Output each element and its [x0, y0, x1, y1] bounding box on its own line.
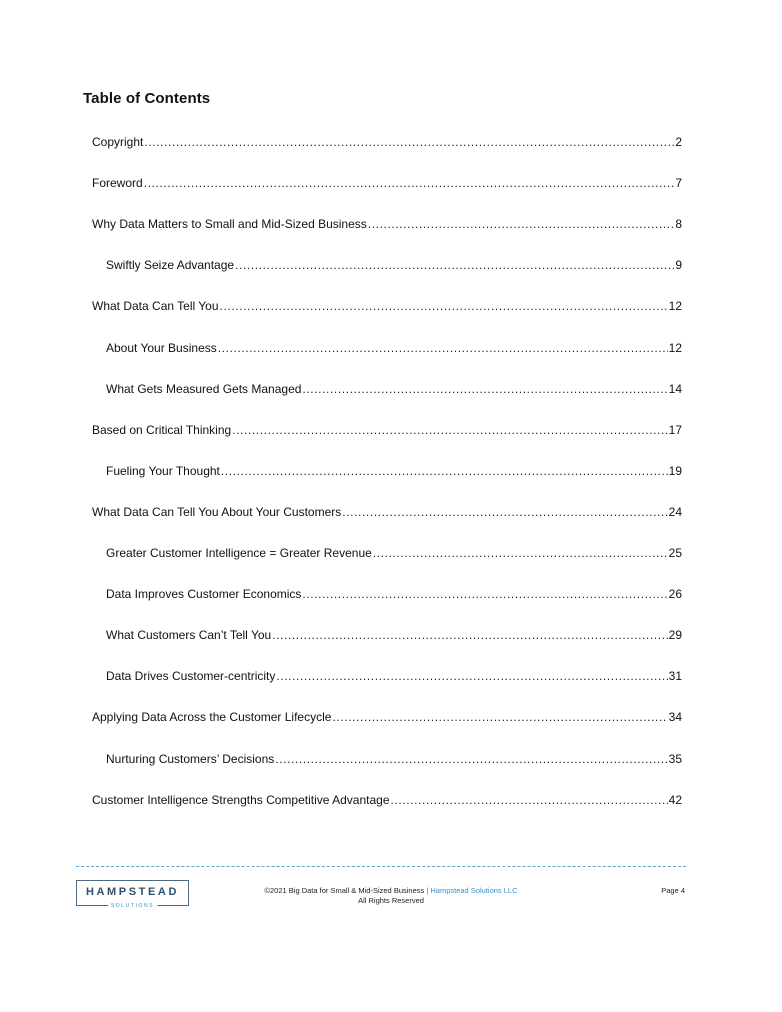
- toc-entry-title: What Data Can Tell You About Your Customers: [92, 504, 342, 519]
- footer-divider: [76, 866, 686, 867]
- toc-entry-page: 31: [668, 669, 682, 684]
- toc-dot-leader: [218, 340, 668, 356]
- toc-entry-page: 14: [668, 381, 682, 396]
- toc-dot-leader: [276, 668, 667, 684]
- toc-entry-page: 19: [668, 463, 682, 478]
- toc-entry-title: Data Improves Customer Economics: [106, 587, 302, 602]
- toc-entry[interactable]: [106, 257, 682, 273]
- toc-entry-title: Swiftly Seize Advantage: [106, 258, 235, 273]
- toc-entry[interactable]: [92, 134, 682, 150]
- toc-entry-page: 24: [668, 504, 682, 519]
- toc-dot-leader: [373, 545, 668, 561]
- toc-dot-leader: [144, 134, 674, 150]
- toc-entry-title: Why Data Matters to Small and Mid-Sized Business: [92, 217, 367, 232]
- toc-entry-title: Customer Intelligence Strengths Competitive Advantage: [92, 792, 390, 807]
- footer-copyright-block: [200, 886, 582, 906]
- toc-entry[interactable]: [92, 422, 682, 438]
- toc-entry[interactable]: [92, 792, 682, 808]
- toc-entry-title: About Your Business: [106, 340, 217, 355]
- toc-dot-leader: [342, 504, 667, 520]
- toc-dot-leader: [235, 257, 674, 273]
- toc-entry-title: Fueling Your Thought: [106, 463, 220, 478]
- footer-company: Hampstead Solutions LLC: [430, 886, 518, 895]
- toc-dot-leader: [220, 298, 668, 314]
- toc-entry[interactable]: [106, 586, 682, 602]
- toc-entry[interactable]: [92, 216, 682, 232]
- toc-entry[interactable]: [106, 381, 682, 397]
- toc-entry[interactable]: [106, 340, 682, 356]
- page-number: Page 4: [661, 886, 685, 895]
- toc-entry-title: What Customers Can’t Tell You: [106, 628, 272, 643]
- footer-rights: All Rights Reserved: [358, 896, 424, 905]
- toc-entry-page: 29: [668, 628, 682, 643]
- toc-entry-title: Foreword: [92, 176, 143, 191]
- logo-subtext: SOLUTIONS: [108, 902, 157, 910]
- toc-dot-leader: [272, 627, 667, 643]
- toc-entry[interactable]: [92, 175, 682, 191]
- toc-entry[interactable]: [106, 668, 682, 684]
- toc-dot-leader: [232, 422, 667, 438]
- toc-dot-leader: [275, 751, 667, 767]
- toc-dot-leader: [302, 586, 667, 602]
- toc-entry-title: Applying Data Across the Customer Lifecycle: [92, 710, 332, 725]
- toc-entry-title: Copyright: [92, 135, 144, 149]
- company-logo: [76, 880, 189, 909]
- footer-copyright-line: [200, 886, 582, 896]
- toc-entry-title: Data Drives Customer-centricity: [106, 669, 276, 684]
- footer-copyright: ©2021 Big Data for Small & Mid-Sized Business: [264, 886, 425, 895]
- toc-entry[interactable]: [106, 463, 682, 479]
- toc-dot-leader: [302, 381, 667, 397]
- toc-entry-page: 2: [675, 135, 682, 149]
- footer-separator: |: [424, 886, 431, 895]
- toc-entry[interactable]: [92, 709, 682, 725]
- toc-dot-leader: [144, 175, 675, 191]
- toc-entry[interactable]: [106, 627, 682, 643]
- toc-entry-page: 25: [668, 546, 682, 560]
- toc-dot-leader: [221, 463, 668, 479]
- toc-entry-title: What Data Can Tell You: [92, 299, 219, 314]
- toc-entry[interactable]: [106, 545, 682, 561]
- toc-entry-page: 12: [668, 340, 682, 355]
- toc-entry[interactable]: [92, 298, 682, 314]
- toc-entry-title: Nurturing Customers’ Decisions: [106, 751, 275, 766]
- toc-dot-leader: [391, 792, 668, 808]
- toc-entry-page: 34: [668, 710, 682, 725]
- toc-entry-page: 7: [675, 176, 682, 191]
- logo-wordmark: HAMPSTEAD: [85, 886, 180, 898]
- toc-entry-page: 26: [668, 587, 682, 602]
- toc-entry-page: 17: [668, 422, 682, 437]
- toc-title: Table of Contents: [83, 90, 211, 107]
- toc-entry-page: 9: [675, 258, 682, 273]
- toc-entry[interactable]: [106, 751, 682, 767]
- toc-dot-leader: [368, 216, 675, 232]
- toc-entry-title: Based on Critical Thinking: [92, 422, 232, 437]
- toc-entry-title: What Gets Measured Gets Managed: [106, 381, 302, 396]
- toc-entry-page: 35: [668, 751, 682, 766]
- toc-entry-page: 8: [675, 217, 682, 232]
- toc-entry-page: 12: [668, 299, 682, 314]
- toc-entry-page: 42: [668, 792, 682, 807]
- toc-entry[interactable]: [92, 504, 682, 520]
- toc-dot-leader: [332, 709, 667, 725]
- toc-entry-title: Greater Customer Intelligence = Greater Revenue: [106, 546, 372, 560]
